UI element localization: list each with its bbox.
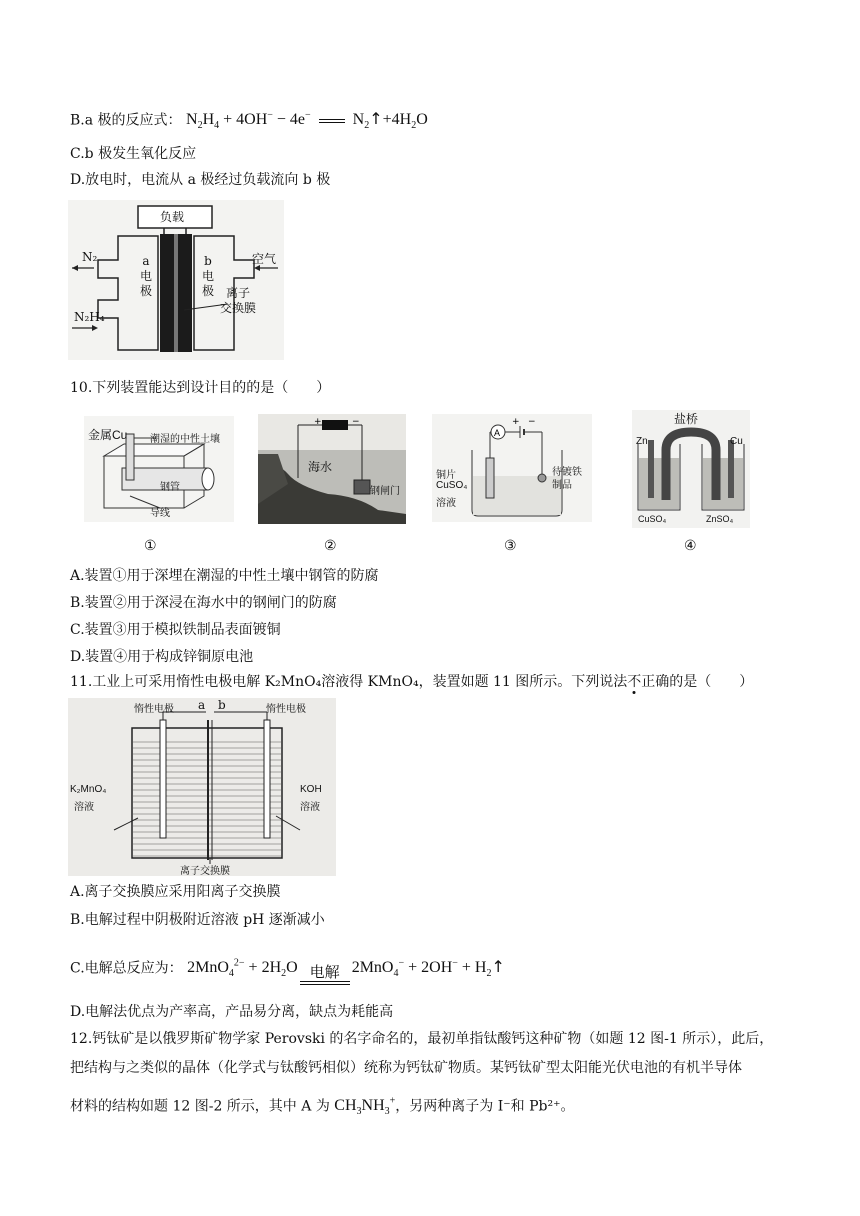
- inert-electrode-right-label: 惰性电极: [266, 704, 306, 715]
- q11-option-c: [70, 954, 505, 985]
- device-3-figure: [432, 414, 592, 522]
- q11-stem-not: 不: [627, 674, 642, 690]
- wire-label: 导线: [150, 508, 170, 519]
- iron-product-line1: 待镀铁: [552, 467, 582, 478]
- q9-option-b-equation: $N_2H_4 + 4OH^- - 4e^-$ $N_2↑+4H_2O$: [186, 109, 428, 132]
- q10-option-d: D.装置④用于构成锌铜原电池: [70, 649, 254, 665]
- device-4-figure: [632, 410, 750, 528]
- seawater-label: 海水: [308, 460, 333, 474]
- koh-label: KOH: [300, 784, 322, 795]
- load-label: 负载: [160, 210, 185, 224]
- svg-text:+: +: [314, 417, 322, 427]
- k2mno4-label: K₂MnO₄: [70, 784, 107, 795]
- pipe-label: 钢管: [160, 482, 180, 493]
- cuso4-beaker-label: CuSO₄: [638, 514, 667, 524]
- svg-text:+: +: [512, 417, 520, 427]
- q12-line-3: [70, 1092, 574, 1123]
- electrolysis-condition: [300, 965, 350, 985]
- membrane-label-line1: 离子: [226, 286, 251, 300]
- q12-line-3-part2: ，另两种离子为 I⁻和 Pb²⁺。: [395, 1098, 575, 1115]
- q11-option-d: D.电解法优点为产率高，产品易分离，缺点为耗能高: [70, 1004, 394, 1020]
- figure-number-1: ①: [144, 538, 157, 554]
- figure-number-3: ③: [504, 538, 517, 554]
- copper-sheet-label: 铜片: [436, 470, 456, 481]
- q9-option-b: [70, 106, 428, 137]
- cuso4-label: CuSO₄: [436, 480, 468, 491]
- q11-stem-part2: 正确的是（ ）: [641, 674, 754, 690]
- znso4-beaker-label: ZnSO₄: [706, 514, 734, 524]
- electrolysis-figure: [68, 698, 336, 876]
- b-electrode-char2: 极: [201, 284, 214, 298]
- solution-label: 溶液: [436, 498, 456, 509]
- q12-line-1: 12.钙钛矿是以俄罗斯矿物学家 Perovski 的名字命名的，最初单指钛酸钙这种矿物（如题 12 图-1 所示），此后，: [70, 1031, 774, 1047]
- ion-exchange-membrane-label: 离子交换膜: [180, 866, 230, 877]
- svg-text:−: −: [352, 417, 360, 427]
- iron-product-label: [552, 466, 582, 492]
- b-electrode-letter: b: [204, 254, 212, 268]
- q9-option-c: C.b 极发生氧化反应: [70, 146, 197, 162]
- a-electrode-char2: 极: [139, 284, 152, 298]
- soil-label: 潮湿的中性土壤: [150, 434, 220, 445]
- figure-number-2: ②: [324, 538, 337, 554]
- electrolysis-condition-text: 电解: [309, 964, 340, 981]
- salt-bridge-label: 盐桥: [674, 412, 699, 426]
- electrolysis-diagram: [68, 698, 336, 876]
- figure-number-4: ④: [684, 538, 697, 554]
- methylammonium-formula: $CH_3NH_3^+$: [334, 1096, 396, 1118]
- zn-label: Zn: [636, 436, 648, 447]
- terminal-a-label: a: [198, 698, 206, 712]
- q11-option-a: A.离子交换膜应采用阳离子交换膜: [70, 884, 281, 900]
- right-solution-label: 溶液: [300, 802, 320, 813]
- left-solution-label: 溶液: [74, 802, 94, 813]
- n2-label: N₂: [82, 250, 98, 264]
- q11-option-c-label: C.电解总反应为：: [70, 960, 183, 977]
- q11-option-c-equation: $2MnO_4^{2-} + 2H_2O$ 电解 $2MnO_4^- + 2OH^- + H_2↑$: [187, 959, 505, 976]
- cu-label: Cu: [730, 436, 743, 447]
- q10-stem: 10.下列装置能达到设计目的的是（ ）: [70, 380, 331, 396]
- membrane-label-line2: 交换膜: [220, 301, 257, 315]
- steel-gate-label: 钢闸门: [370, 486, 400, 497]
- q12-line-3-part1: 材料的结构如题 12 图-2 所示，其中 A 为: [70, 1098, 330, 1115]
- q10-option-b: B.装置②用于深浸在海水中的钢闸门的防腐: [70, 595, 337, 611]
- device-2-figure: [258, 414, 406, 524]
- device-4-diagram: [632, 410, 750, 528]
- svg-text:A: A: [494, 428, 501, 438]
- n2h4-label: N₂H₄: [74, 310, 105, 324]
- svg-text:−: −: [528, 417, 536, 427]
- q10-option-c: C.装置③用于模拟铁制品表面镀铜: [70, 622, 281, 638]
- device-1-figure: [84, 416, 234, 522]
- q12-line-2: 把结构与之类似的晶体（化学式与钛酸钙相似）统称为钙钛矿物质。某钙钛矿型太阳能光伏电池的有机半导体: [70, 1060, 742, 1076]
- a-electrode-letter: a: [142, 254, 150, 268]
- air-label: 空气: [252, 252, 277, 266]
- fuel-cell-figure: [68, 200, 284, 360]
- b-electrode-char1: 电: [201, 269, 214, 283]
- membrane-label: [220, 286, 256, 316]
- q11-stem: [70, 672, 753, 692]
- iron-product-line2: 制品: [552, 480, 572, 491]
- q11-stem-part1: 11.工业上可采用惰性电极电解 K₂MnO₄溶液得 KMnO₄，装置如题 11 图所示。下列说法: [70, 674, 628, 690]
- inert-electrode-left-label: 惰性电极: [134, 704, 174, 715]
- terminal-b-label: b: [218, 698, 226, 712]
- b-electrode-label: [200, 254, 216, 299]
- q9-option-d: D.放电时，电流从 a 极经过负载流向 b 极: [70, 172, 331, 188]
- a-electrode-char1: 电: [139, 269, 152, 283]
- q9-option-b-label: B.a 极的反应式：: [70, 112, 182, 129]
- q10-option-a: A.装置①用于深埋在潮湿的中性土壤中钢管的防腐: [70, 568, 379, 584]
- q11-option-b: B.电解过程中阴极附近溶液 pH 逐渐减小: [70, 912, 325, 928]
- a-electrode-label: [138, 254, 154, 299]
- metal-cu-label: 金属Cu: [88, 428, 128, 442]
